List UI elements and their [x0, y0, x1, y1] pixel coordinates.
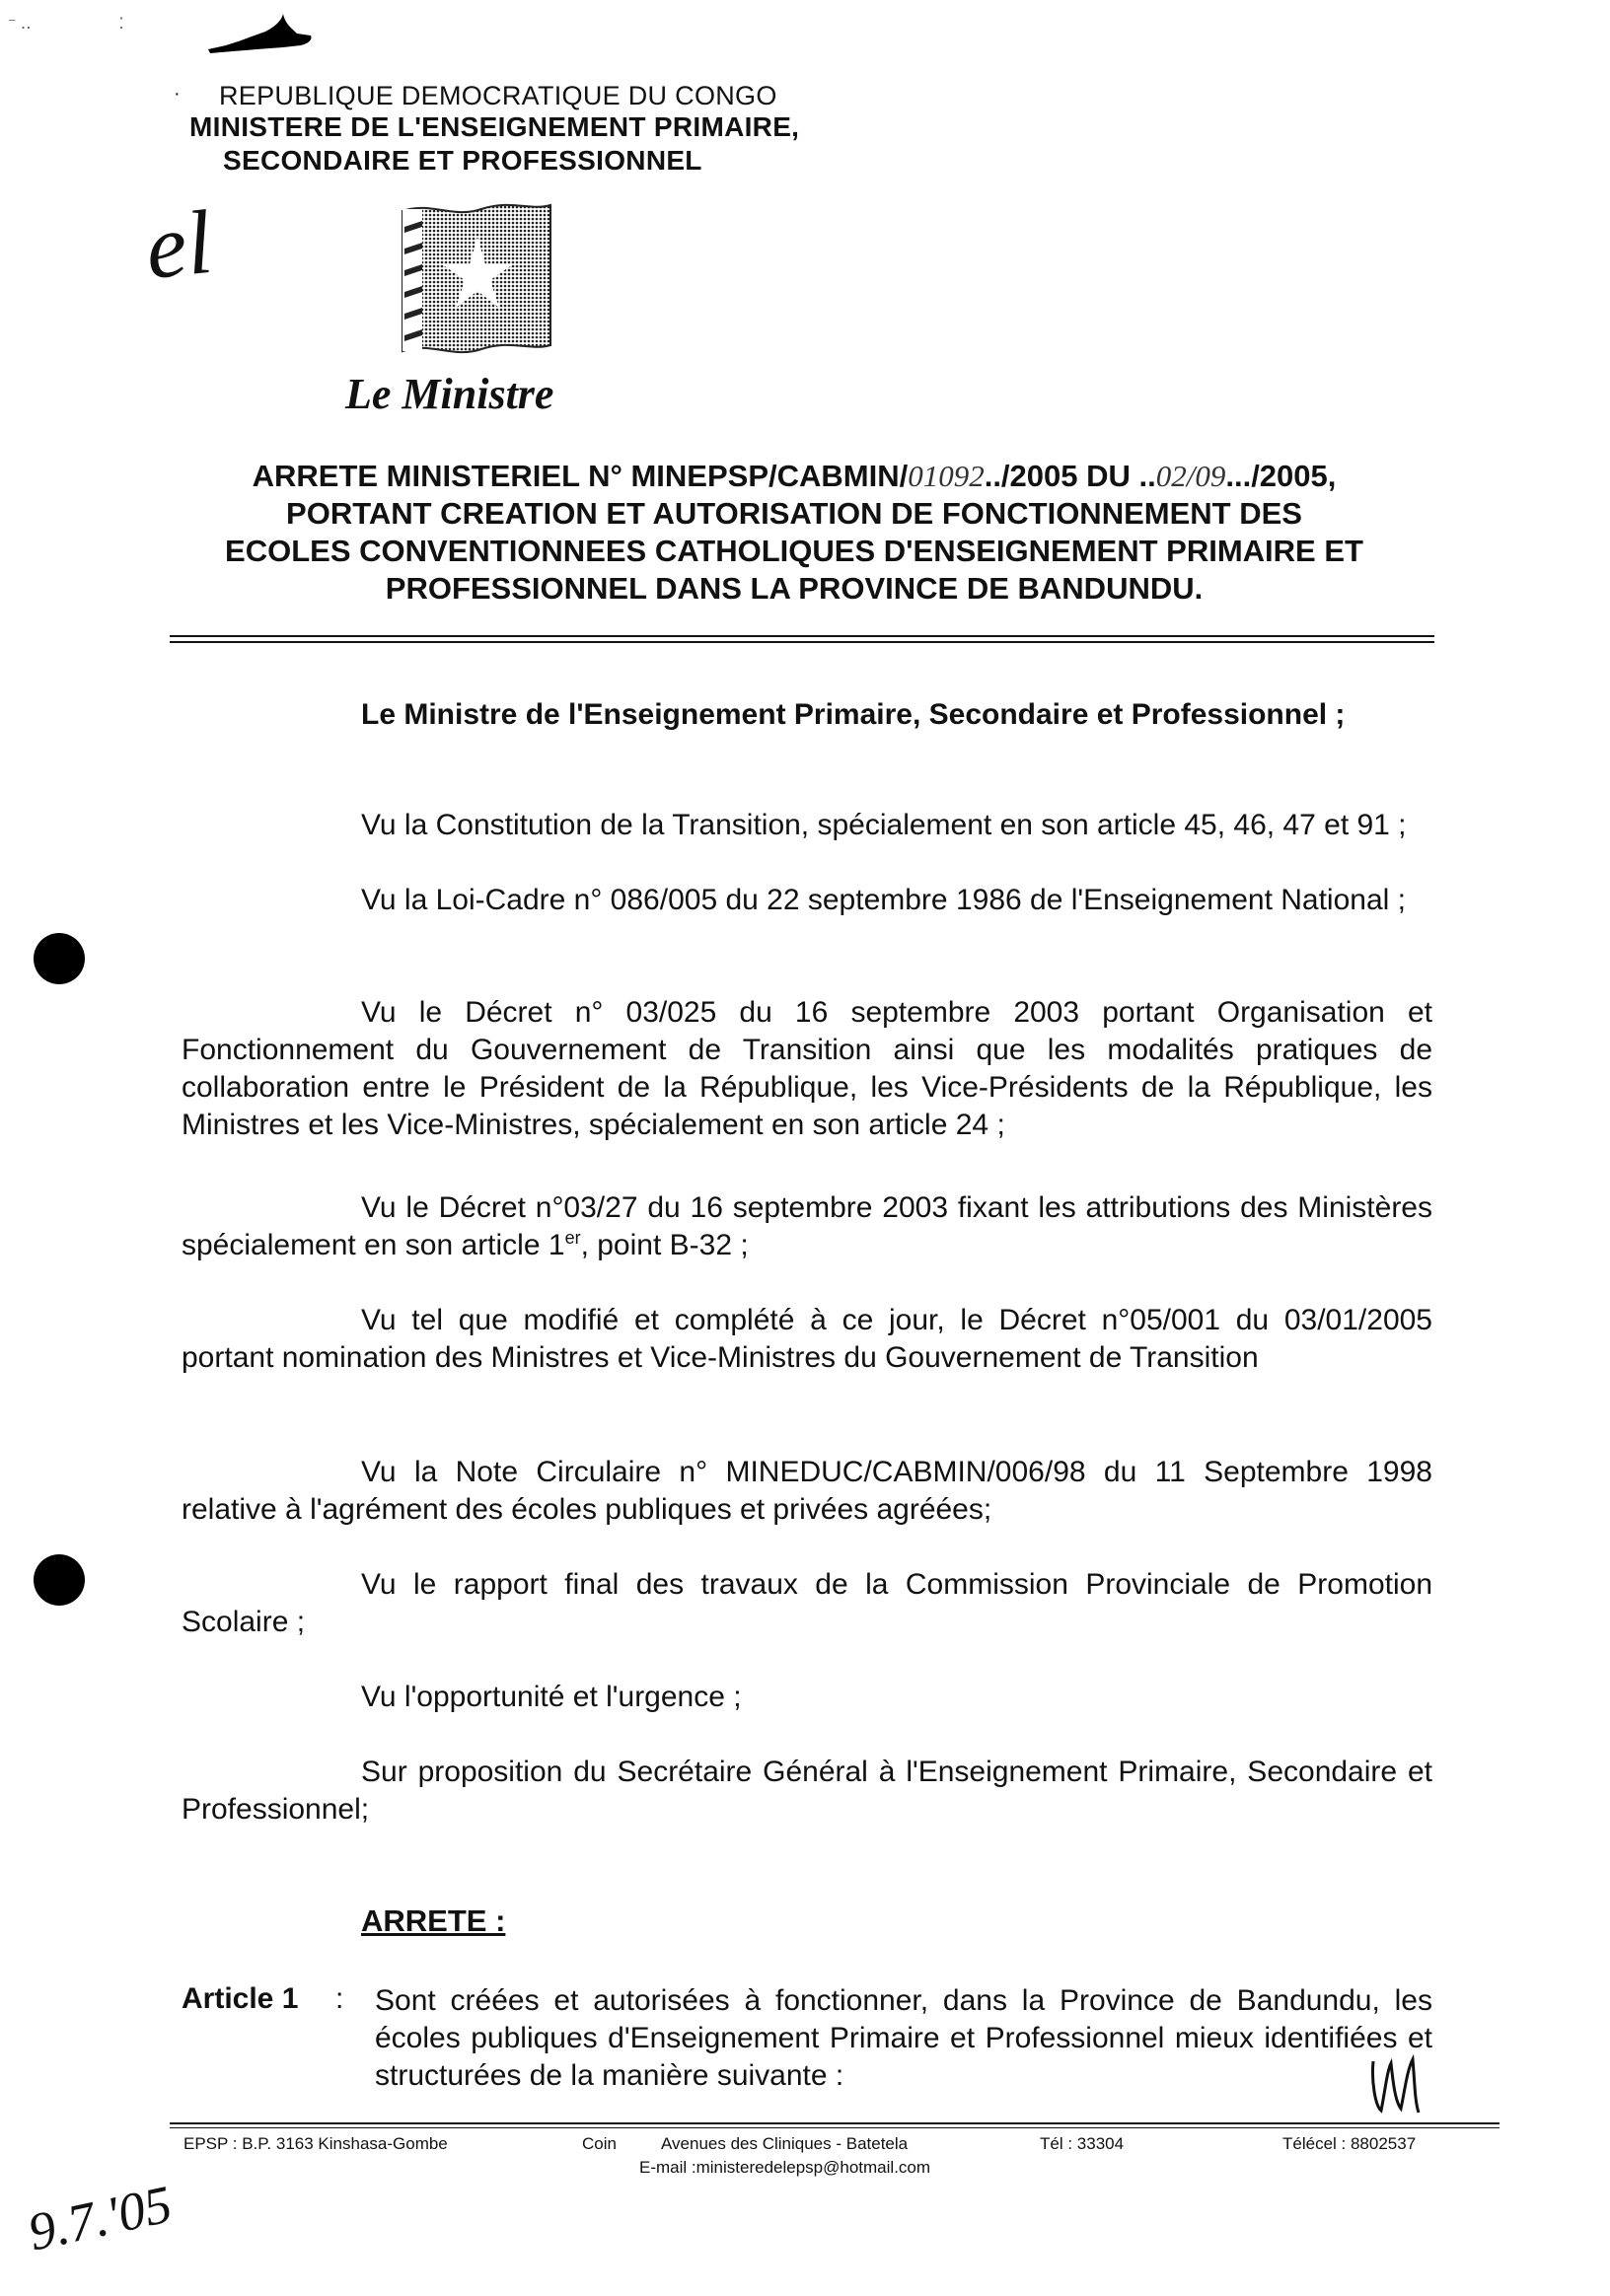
decree-reference-suffix: .../2005,: [1225, 459, 1337, 493]
decree-title-line2: PORTANT CREATION ET AUTORISATION DE FONCTIONNEMENT DES: [286, 496, 1302, 531]
article-1-label: Article 1: [182, 1982, 299, 2015]
footer-address: EPSP : B.P. 3163 Kinshasa-Gombe: [183, 2134, 448, 2153]
ministry-name-line1: MINISTERE DE L'ENSEIGNEMENT PRIMAIRE,: [189, 111, 800, 142]
country-name: REPUBLIQUE DEMOCRATIQUE DU CONGO: [219, 81, 777, 110]
footer-email: E-mail :ministeredelepsp@hotmail.com: [639, 2158, 931, 2177]
footer-divider: [170, 2122, 1500, 2124]
footer-corner: Coin: [582, 2134, 617, 2153]
decree-title: [148, 458, 1440, 608]
scan-marks: ⁻ ‥ ⁚: [8, 16, 124, 33]
footer-divider-double: [170, 2127, 1500, 2128]
paraph-signature-icon: [1365, 2051, 1425, 2120]
decree-number-handwritten: 01092: [908, 459, 985, 493]
vu-decret-nomination: Vu tel que modifié et complété à ce jour, le Décret n°05/001 du 03/01/2005 portant nomination des Ministres et Vice-Ministres du Gouvernement de Transition: [182, 1304, 1432, 1374]
bullet-mark: ·: [174, 83, 181, 105]
footer-avenues: Avenues des Cliniques - Batetela: [661, 2134, 909, 2153]
decree-reference-line: [148, 458, 1440, 495]
vu-rapport: Vu le rapport final des travaux de la Commission Provinciale de Promotion Scolaire ;: [182, 1568, 1432, 1638]
sur-proposition: Sur proposition du Secrétaire Général à l'Enseignement Primaire, Secondaire et Professionnel;: [182, 1756, 1432, 1826]
title-divider-top: [170, 635, 1434, 637]
handwritten-initials: el: [140, 190, 217, 299]
decree-reference-mid: ../2005 DU ..: [984, 459, 1156, 493]
preamble-intro: Le Ministre de l'Enseignement Primaire, Secondaire et Professionnel ;: [361, 698, 1346, 731]
signatory-title: Le Ministre: [345, 370, 554, 418]
punch-hole: [34, 1554, 85, 1606]
ministry-name-line2: SECONDAIRE ET PROFESSIONNEL: [223, 145, 702, 176]
footer-telephone: Tél : 33304: [1040, 2134, 1125, 2153]
vu-constitution: Vu la Constitution de la Transition, spécialement en son article 45, 46, 47 et 91 ;: [361, 809, 1407, 841]
decree-date-handwritten: 02/09: [1155, 459, 1226, 493]
vu-loi-cadre: Vu la Loi-Cadre n° 086/005 du 22 septembre 1986 de l'Enseignement National ;: [361, 884, 1406, 916]
decree-reference-prefix: ARRETE MINISTERIEL N° MINEPSP/CABMIN/: [252, 459, 909, 493]
vu-decret-attributions: Vu le Décret n°03/27 du 16 septembre 2003 fixant les attributions des Ministères spécialement en son article 1er, point B-32 ;: [182, 1191, 1432, 1261]
flag-emblem-icon: [393, 197, 560, 365]
punch-hole: [34, 933, 85, 984]
vu-decret-organisation: Vu le Décret n° 03/025 du 16 septembre 2003 portant Organisation et Fonctionnement du Gouvernement de Transition ainsi que les modalités pratiques de collaboration entre le Président de la République, les Vice-Présidents de la République, les Ministres et les Vice-Ministres, spécialement en son article 24 ;: [182, 996, 1432, 1141]
decree-title-line3: ECOLES CONVENTIONNEES CATHOLIQUES D'ENSEIGNEMENT PRIMAIRE ET: [225, 534, 1363, 568]
decree-title-line4: PROFESSIONNEL DANS LA PROVINCE DE BANDUNDU.: [385, 571, 1204, 606]
title-divider-bottom: [170, 641, 1434, 643]
vu-urgence: Vu l'opportunité et l'urgence ;: [361, 1681, 742, 1713]
footer-telecel: Télécel : 8802537: [1282, 2134, 1417, 2153]
article-1-colon: :: [335, 1982, 344, 2015]
article-1-text: Sont créées et autorisées à fonctionner, dans la Province de Bandundu, les écoles publiques d'Enseignement Primaire et Professionnel mieux identifiées et structurées de la manière suivante :: [375, 1984, 1432, 2092]
handwritten-margin-note: 9.7.'05: [23, 2174, 178, 2262]
emblem-icon: [202, 6, 321, 65]
vu-note-circulaire: Vu la Note Circulaire n° MINEDUC/CABMIN/006/98 du 11 Septembre 1998 relative à l'agrément des écoles publiques et privées agréées;: [182, 1456, 1432, 1526]
arrete-heading: ARRETE :: [361, 1903, 506, 1938]
